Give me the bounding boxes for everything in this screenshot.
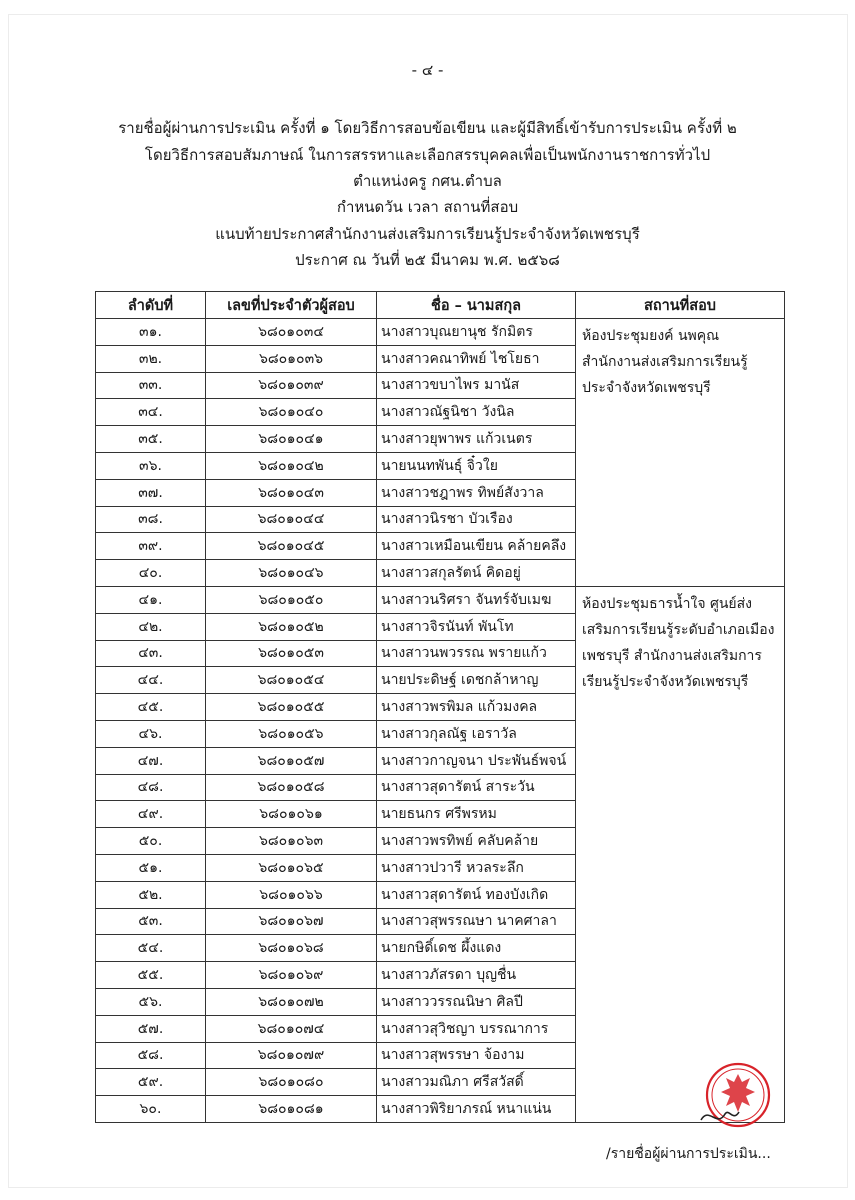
- continuation-note: /รายชื่อผู้ผ่านการประเมิน...: [606, 1146, 771, 1162]
- row-exam-id: ๖๘๐๑๐๖๘: [206, 935, 377, 962]
- official-seal-stamp: [695, 1062, 777, 1132]
- row-exam-id: ๖๘๐๑๐๔๐: [206, 399, 377, 426]
- row-order-number: ๕๕.: [96, 962, 206, 989]
- row-candidate-name: นางสาวสุวิชญา บรรณาการ: [377, 1015, 576, 1042]
- row-order-number: ๓๓.: [96, 372, 206, 399]
- row-candidate-name: นางสาวนพวรรณ พรายแก้ว: [377, 640, 576, 667]
- row-order-number: ๔๒.: [96, 613, 206, 640]
- heading-line-3: ตำแหน่งครู กศน.ตำบล: [353, 172, 502, 190]
- row-order-number: ๓๒.: [96, 345, 206, 372]
- row-exam-id: ๖๘๐๑๐๗๙: [206, 1042, 377, 1069]
- row-order-number: ๓๗.: [96, 479, 206, 506]
- heading-line-4: กำหนดวัน เวลา สถานที่สอบ: [336, 198, 519, 216]
- row-candidate-name: นางสาวสุดารัตน์ สาระวัน: [377, 774, 576, 801]
- row-order-number: ๕๓.: [96, 908, 206, 935]
- row-order-number: ๔๔.: [96, 667, 206, 694]
- row-exam-id: ๖๘๐๑๐๖๑: [206, 801, 377, 828]
- row-exam-id: ๖๘๐๑๐๔๒: [206, 452, 377, 479]
- heading-line-6: ประกาศ ณ วันที่ ๒๕ มีนาคม พ.ศ. ๒๕๖๘: [295, 251, 560, 269]
- row-order-number: ๕๒.: [96, 881, 206, 908]
- row-candidate-name: นางสาวมณิภา ศรีสวัสดิ์: [377, 1069, 576, 1096]
- header-venue: สถานที่สอบ: [576, 292, 785, 319]
- row-order-number: ๓๕.: [96, 426, 206, 453]
- row-candidate-name: นางสาวณัฐนิชา วังนิล: [377, 399, 576, 426]
- row-order-number: ๔๙.: [96, 801, 206, 828]
- row-order-number: ๓๖.: [96, 452, 206, 479]
- table-header-row: [96, 292, 785, 319]
- row-exam-id: ๖๘๐๑๐๓๖: [206, 345, 377, 372]
- row-exam-id: ๖๘๐๑๐๘๑: [206, 1096, 377, 1123]
- row-order-number: ๓๔.: [96, 399, 206, 426]
- row-order-number: ๕๔.: [96, 935, 206, 962]
- row-candidate-name: นางสาวสกุลรัตน์ คิดอยู่: [377, 560, 576, 587]
- row-exam-id: ๖๘๐๑๐๖๕: [206, 854, 377, 881]
- row-candidate-name: นางสาวคณาทิพย์ ไชโยธา: [377, 345, 576, 372]
- row-exam-id: ๖๘๐๑๐๔๑: [206, 426, 377, 453]
- row-order-number: ๔๗.: [96, 747, 206, 774]
- page-number: - ๔ -: [411, 61, 444, 79]
- row-candidate-name: นางสาวกุลณัฐ เอราวัล: [377, 720, 576, 747]
- row-exam-id: ๖๘๐๑๐๗๔: [206, 1015, 377, 1042]
- row-exam-id: ๖๘๐๑๐๗๒: [206, 988, 377, 1015]
- row-candidate-name: นางสาวชฎาพร ทิพย์สังวาล: [377, 479, 576, 506]
- row-order-number: ๔๑.: [96, 586, 206, 613]
- row-candidate-name: นางสาวปวารี หวลระลึก: [377, 854, 576, 881]
- header-name: ชื่อ – นามสกุล: [377, 292, 576, 319]
- row-exam-id: ๖๘๐๑๐๕๕: [206, 694, 377, 721]
- row-order-number: ๔๖.: [96, 720, 206, 747]
- row-candidate-name: นางสาวภัสรดา บุญชื่น: [377, 962, 576, 989]
- heading-line-5: แนบท้ายประกาศสำนักงานส่งเสริมการเรียนรู้ประจำจังหวัดเพชรบุรี: [215, 225, 640, 243]
- row-order-number: ๕๑.: [96, 854, 206, 881]
- row-order-number: ๔๓.: [96, 640, 206, 667]
- row-candidate-name: นางสาวพิริยาภรณ์ หนาแน่น: [377, 1096, 576, 1123]
- row-candidate-name: นางสาวนริศรา จันทร์จับเมฆ: [377, 586, 576, 613]
- heading-line-1: รายชื่อผู้ผ่านการประเมิน ครั้งที่ ๑ โดยวิธีการสอบข้อเขียน และผู้มีสิทธิ์เข้ารับการประเมิน ครั้งที่ ๒: [118, 119, 737, 137]
- row-candidate-name: นางสาวยุพาพร แก้วเนตร: [377, 426, 576, 453]
- row-order-number: ๔๕.: [96, 694, 206, 721]
- row-exam-id: ๖๘๐๑๐๖๓: [206, 828, 377, 855]
- table-body: [96, 319, 785, 1123]
- row-exam-id: ๖๘๐๑๐๔๔: [206, 506, 377, 533]
- row-exam-id: ๖๘๐๑๐๕๒: [206, 613, 377, 640]
- row-exam-id: ๖๘๐๑๐๖๖: [206, 881, 377, 908]
- row-order-number: ๔๐.: [96, 560, 206, 587]
- row-exam-id: ๖๘๐๑๐๖๙: [206, 962, 377, 989]
- row-order-number: ๕๘.: [96, 1042, 206, 1069]
- row-candidate-name: นางสาวจิรนันท์ พันโท: [377, 613, 576, 640]
- row-exam-id: ๖๘๐๑๐๕๘: [206, 774, 377, 801]
- row-candidate-name: นางสาวนิรชา บัวเรือง: [377, 506, 576, 533]
- row-exam-id: ๖๘๐๑๐๓๔: [206, 319, 377, 346]
- row-candidate-name: นางสาวบุณยานุช รักมิตร: [377, 319, 576, 346]
- row-order-number: ๓๘.: [96, 506, 206, 533]
- row-order-number: ๓๙.: [96, 533, 206, 560]
- row-exam-id: ๖๘๐๑๐๔๖: [206, 560, 377, 587]
- row-candidate-name: นายนนทพันธุ์ จิ๋วใย: [377, 452, 576, 479]
- row-candidate-name: นายกษิดิ์เดช ผึ้งแดง: [377, 935, 576, 962]
- row-candidate-name: นางสาวเหมือนเขียน คล้ายคลึง: [377, 533, 576, 560]
- row-exam-id: ๖๘๐๑๐๔๕: [206, 533, 377, 560]
- row-exam-id: ๖๘๐๑๐๕๔: [206, 667, 377, 694]
- row-exam-id: ๖๘๐๑๐๔๓: [206, 479, 377, 506]
- row-exam-id: ๖๘๐๑๐๕๓: [206, 640, 377, 667]
- row-candidate-name: นางสาวสุดารัตน์ ทองบังเกิด: [377, 881, 576, 908]
- row-order-number: ๔๘.: [96, 774, 206, 801]
- row-order-number: ๕๐.: [96, 828, 206, 855]
- row-candidate-name: นายธนกร ศรีพรหม: [377, 801, 576, 828]
- venue-cell-2: ห้องประชุมธารน้ำใจ ศูนย์ส่งเสริมการเรียนรู้ระดับอำเภอเมืองเพชรบุรี สำนักงานส่งเสริมการเรียนรู้ประจำจังหวัดเพชรบุรี: [576, 586, 785, 1122]
- header-order: ลำดับที่: [96, 292, 206, 319]
- row-candidate-name: นางสาวขบาไพร มานัส: [377, 372, 576, 399]
- row-order-number: ๕๖.: [96, 988, 206, 1015]
- row-candidate-name: นางสาวสุพรรณษา นาคศาลา: [377, 908, 576, 935]
- row-exam-id: ๖๘๐๑๐๕๗: [206, 747, 377, 774]
- row-candidate-name: นายประดิษฐ์ เดชกล้าหาญ: [377, 667, 576, 694]
- row-candidate-name: นางสาวกาญจนา ประพันธ์พจน์: [377, 747, 576, 774]
- table-row: [96, 586, 785, 613]
- row-exam-id: ๖๘๐๑๐๘๐: [206, 1069, 377, 1096]
- candidate-table: [95, 291, 785, 1123]
- row-candidate-name: นางสาววรรณนิษา ศิลปี: [377, 988, 576, 1015]
- header-exam-id: เลขที่ประจำตัวผู้สอบ: [206, 292, 377, 319]
- row-candidate-name: นางสาวพรพิมล แก้วมงคล: [377, 694, 576, 721]
- row-candidate-name: นางสาวสุพรรษา จ้องาม: [377, 1042, 576, 1069]
- row-exam-id: ๖๘๐๑๐๓๙: [206, 372, 377, 399]
- row-exam-id: ๖๘๐๑๐๖๗: [206, 908, 377, 935]
- row-order-number: ๕๙.: [96, 1069, 206, 1096]
- row-candidate-name: นางสาวพรทิพย์ คลับคล้าย: [377, 828, 576, 855]
- row-order-number: ๓๑.: [96, 319, 206, 346]
- row-exam-id: ๖๘๐๑๐๕๖: [206, 720, 377, 747]
- row-order-number: ๖๐.: [96, 1096, 206, 1123]
- table-row: [96, 319, 785, 346]
- row-order-number: ๕๗.: [96, 1015, 206, 1042]
- heading-line-2: โดยวิธีการสอบสัมภาษณ์ ในการสรรหาและเลือกสรรบุคคลเพื่อเป็นพนักงานราชการทั่วไป: [144, 146, 711, 164]
- venue-cell-1: ห้องประชุมยงค์ นพคุณ สำนักงานส่งเสริมการเรียนรู้ประจำจังหวัดเพชรบุรี: [576, 319, 785, 587]
- row-exam-id: ๖๘๐๑๐๕๐: [206, 586, 377, 613]
